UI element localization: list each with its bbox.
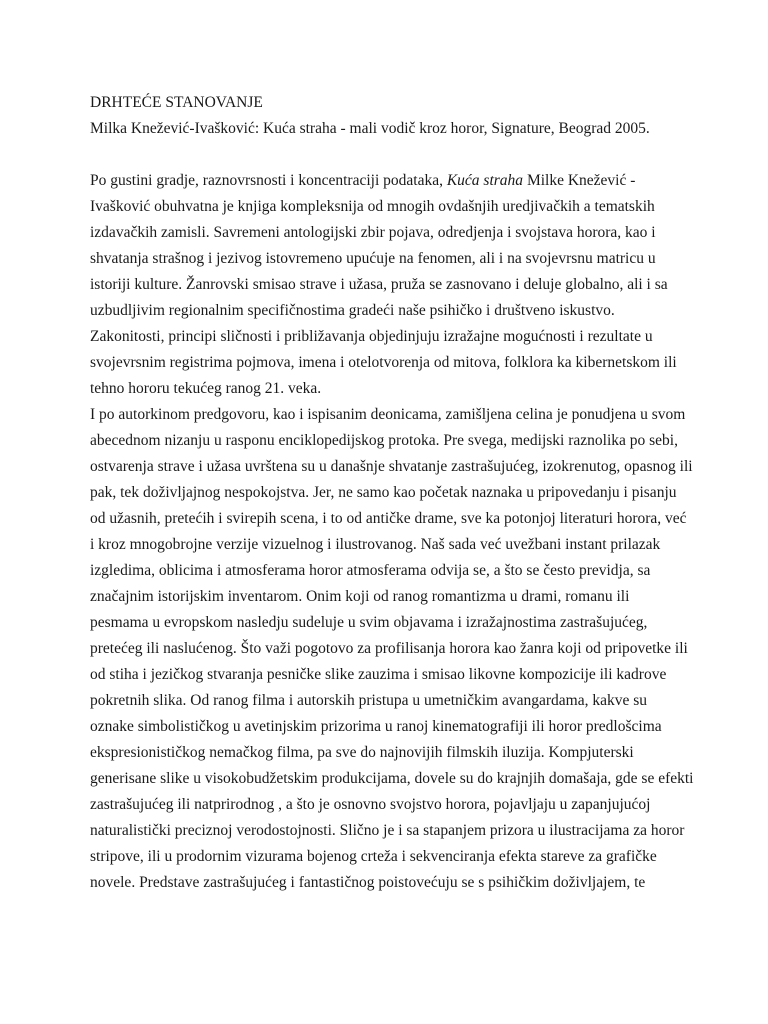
- body-line: pak, tek doživljajnog nespokojstva. Jer, ne samo kao početak naznaka u pripovedanju i pisanju: [90, 484, 677, 501]
- body-line: Zakonitosti, principi sličnosti i približavanja objedinjuju izražajne mogućnosti i rezultate u: [90, 328, 653, 345]
- body-line: pesmama u evropskom nasledju sudeluje u svim objavama i izražajnostima zastrašujućeg,: [90, 614, 648, 631]
- body-line: od užasnih, pretećih i svirepih scena, i to od antičke drame, sve ka potonjoj literaturi horora, već: [90, 510, 687, 527]
- body-line: uzbudljivim regionalnim specifičnostima gradeći naše psihičko i društveno iskustvo.: [90, 302, 615, 319]
- document-title: DRHTEĆE STANOVANJE: [90, 94, 263, 111]
- body-line: i kroz mnogobrojne verzije vizuelnog i ilustrovanog. Naš sada već uvežbani instant prilazak: [90, 536, 661, 553]
- body-line: izgledima, oblicima i atmosferama horor atmosferama odvija se, a što se često previdja, sa: [90, 562, 651, 579]
- body-line: tehno hororu tekućeg ranog 21. veka.: [90, 380, 322, 397]
- body-line: pokretnih slika. Od ranog filma i autorskih pristupa u umetničkim avangardama, kakve su: [90, 692, 648, 709]
- book-title-italic: Kuća straha: [446, 172, 524, 189]
- body-line: shvatanja strašnog i jezivog istovremeno upućuje na fenomen, ali i na svojevrsnu matricu u: [90, 250, 656, 267]
- body-line: ostvarenja strave i užasa uvrštena su u današnje shvatanje zastrašujućeg, izokrenutog, opasnog ili: [90, 458, 693, 475]
- body-line: novele. Predstave zastrašujućeg i fantastičnog poistovećuju se s psihičkim doživljajem, te: [90, 874, 646, 891]
- body-line: značajnim istorijskim inventarom. Onim koji od ranog romantizma u drami, romanu ili: [90, 588, 630, 605]
- body-line: istoriji kulture. Žanrovski smisao strave i užasa, pruža se zasnovano i deluje globalno, ali i sa: [90, 276, 668, 293]
- body-line: I po autorkinom predgovoru, kao i ispisanim deonicama, zamišljena celina je ponudjena u svom: [90, 406, 686, 423]
- body-line: svojevrsnim registrima pojmova, imena i otelotvorenja od mitova, folklora ka kibernetskom ili: [90, 354, 677, 371]
- body-text-block: [90, 194, 710, 896]
- document-subtitle: Milka Knežević-Ivašković: Kuća straha - mali vodič kroz horor, Signature, Beograd 2005.: [90, 120, 650, 137]
- body-line: Ivašković obuhvatna je knjiga kompleksnija od mnogih ovdašnjih uredjivačkih a tematskih: [90, 198, 655, 215]
- body-line: od stiha i jezičkog stvaranja pesničke slike zauzima i smisao likovne kompozicije ili kadrove: [90, 666, 667, 683]
- body-line: zastrašujućeg ili natprirodnog , a što je osnovno svojstvo horora, pojavljaju u zapanjujućoj: [90, 796, 651, 813]
- spacer: [90, 142, 710, 168]
- body-line: oznake simbolističkog u avetinjskim prizorima u ranoj kinematografiji ili horor predlošcima: [90, 718, 662, 735]
- body-line: naturalistički preciznoj verodostojnosti. Slično je i sa stapanjem prizora u ilustracijama za horor: [90, 822, 685, 839]
- body-line: ekspresionističkog nemačkog filma, pa sve do najnovijih filmskih iluzija. Kompjuterski: [90, 744, 634, 761]
- body-line: pretećeg ili naslućenog. Što važi pogotovo za profilisanja horora kao žanra koji od pripovetke ili: [90, 640, 688, 657]
- body-line: [90, 168, 710, 194]
- body-text: Po gustini gradje, raznovrsnosti i koncentraciji podataka,: [90, 172, 447, 189]
- document-page: [90, 90, 710, 896]
- body-line: stripove, ili u prodornim vizurama bojenog crteža i sekvenciranja efekta stareve za grafičke: [90, 848, 657, 865]
- body-line: generisane slike u visokobudžetskim produkcijama, dovele su do krajnjih domašaja, gde se efekti: [90, 770, 694, 787]
- body-text: Milke Knežević -: [523, 172, 636, 189]
- body-line: izdavačkih zamisli. Savremeni antologijski zbir pojava, odredjenja i svojstava horora, kao i: [90, 224, 656, 241]
- body-line: abecednom nizanju u rasponu enciklopedijskog protoka. Pre svega, medijski raznolika po sebi,: [90, 432, 678, 449]
